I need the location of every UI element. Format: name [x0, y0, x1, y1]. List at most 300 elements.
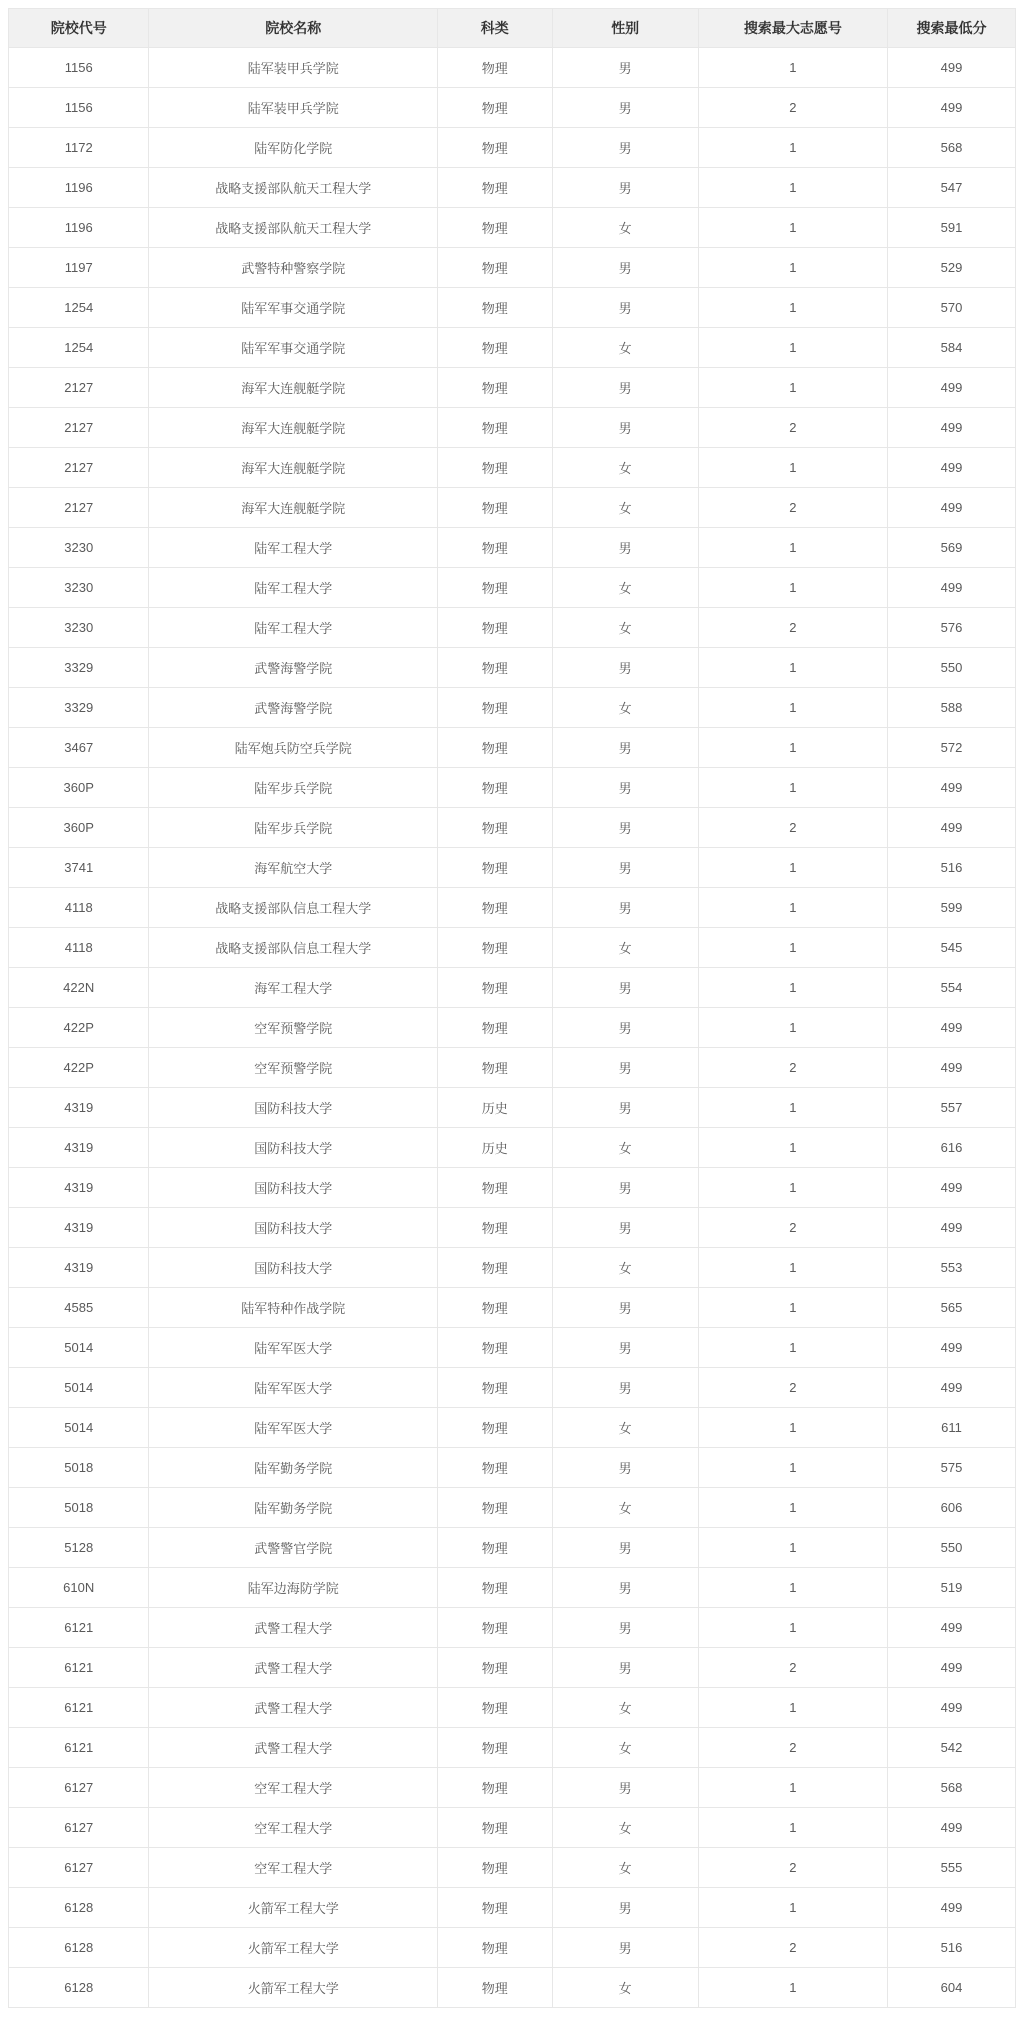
table-row — [9, 1568, 1016, 1608]
cell-subject: 物理 — [438, 448, 553, 488]
cell-gender: 男 — [552, 1328, 698, 1368]
cell-code: 6128 — [9, 1888, 149, 1928]
cell-code: 6121 — [9, 1688, 149, 1728]
cell-max_choice_no: 1 — [698, 1808, 887, 1848]
cell-name: 陆军特种作战学院 — [149, 1288, 438, 1328]
table-row — [9, 1048, 1016, 1088]
cell-code: 1172 — [9, 128, 149, 168]
cell-min_score: 499 — [887, 1888, 1015, 1928]
admission-scores-table — [8, 8, 1016, 2008]
table-row — [9, 448, 1016, 488]
cell-max_choice_no: 2 — [698, 408, 887, 448]
cell-code: 6128 — [9, 1928, 149, 1968]
cell-min_score: 499 — [887, 1168, 1015, 1208]
table-row — [9, 88, 1016, 128]
cell-name: 武警工程大学 — [149, 1648, 438, 1688]
cell-code: 422P — [9, 1008, 149, 1048]
cell-subject: 物理 — [438, 408, 553, 448]
cell-subject: 物理 — [438, 1248, 553, 1288]
cell-subject: 物理 — [438, 1328, 553, 1368]
cell-code: 6121 — [9, 1728, 149, 1768]
cell-min_score: 499 — [887, 1208, 1015, 1248]
cell-gender: 男 — [552, 1368, 698, 1408]
table-row — [9, 1488, 1016, 1528]
cell-min_score: 565 — [887, 1288, 1015, 1328]
table-row — [9, 1168, 1016, 1208]
cell-subject: 物理 — [438, 1448, 553, 1488]
cell-code: 2127 — [9, 488, 149, 528]
table-row — [9, 1728, 1016, 1768]
cell-gender: 女 — [552, 208, 698, 248]
cell-code: 4319 — [9, 1208, 149, 1248]
table-row — [9, 808, 1016, 848]
cell-max_choice_no: 1 — [698, 1568, 887, 1608]
cell-name: 国防科技大学 — [149, 1248, 438, 1288]
cell-gender: 男 — [552, 1208, 698, 1248]
table-row — [9, 48, 1016, 88]
cell-gender: 男 — [552, 1568, 698, 1608]
table-row — [9, 1688, 1016, 1728]
cell-gender: 女 — [552, 1248, 698, 1288]
cell-code: 1196 — [9, 168, 149, 208]
cell-gender: 男 — [552, 1528, 698, 1568]
cell-name: 火箭军工程大学 — [149, 1928, 438, 1968]
table-row — [9, 568, 1016, 608]
cell-code: 6127 — [9, 1848, 149, 1888]
cell-max_choice_no: 1 — [698, 1488, 887, 1528]
table-header — [9, 9, 1016, 48]
cell-subject: 物理 — [438, 888, 553, 928]
cell-subject: 物理 — [438, 1008, 553, 1048]
cell-name: 陆军军医大学 — [149, 1328, 438, 1368]
cell-gender: 男 — [552, 1928, 698, 1968]
cell-gender: 男 — [552, 1768, 698, 1808]
cell-subject: 物理 — [438, 208, 553, 248]
cell-subject: 物理 — [438, 1568, 553, 1608]
cell-subject: 物理 — [438, 368, 553, 408]
cell-code: 4319 — [9, 1248, 149, 1288]
cell-subject: 物理 — [438, 1848, 553, 1888]
cell-min_score: 499 — [887, 1008, 1015, 1048]
cell-subject: 物理 — [438, 1768, 553, 1808]
cell-code: 5018 — [9, 1488, 149, 1528]
cell-gender: 女 — [552, 1808, 698, 1848]
cell-name: 武警工程大学 — [149, 1608, 438, 1648]
cell-subject: 历史 — [438, 1088, 553, 1128]
cell-min_score: 591 — [887, 208, 1015, 248]
cell-subject: 物理 — [438, 1488, 553, 1528]
cell-min_score: 575 — [887, 1448, 1015, 1488]
cell-code: 4319 — [9, 1128, 149, 1168]
cell-name: 战略支援部队信息工程大学 — [149, 928, 438, 968]
cell-max_choice_no: 1 — [698, 1888, 887, 1928]
cell-min_score: 576 — [887, 608, 1015, 648]
cell-code: 6127 — [9, 1768, 149, 1808]
cell-min_score: 606 — [887, 1488, 1015, 1528]
cell-code: 4319 — [9, 1168, 149, 1208]
cell-name: 陆军防化学院 — [149, 128, 438, 168]
column-header-gender: 性别 — [552, 9, 698, 48]
cell-code: 1156 — [9, 88, 149, 128]
table-row — [9, 1408, 1016, 1448]
cell-max_choice_no: 1 — [698, 528, 887, 568]
cell-name: 海军大连舰艇学院 — [149, 488, 438, 528]
cell-max_choice_no: 1 — [698, 1328, 887, 1368]
cell-max_choice_no: 2 — [698, 1928, 887, 1968]
cell-gender: 女 — [552, 928, 698, 968]
cell-name: 武警工程大学 — [149, 1688, 438, 1728]
table-row — [9, 728, 1016, 768]
cell-name: 武警工程大学 — [149, 1728, 438, 1768]
cell-min_score: 499 — [887, 1368, 1015, 1408]
cell-gender: 男 — [552, 408, 698, 448]
cell-name: 火箭军工程大学 — [149, 1968, 438, 2008]
cell-gender: 男 — [552, 1888, 698, 1928]
table-row — [9, 1848, 1016, 1888]
table-row — [9, 488, 1016, 528]
cell-name: 战略支援部队航天工程大学 — [149, 168, 438, 208]
cell-max_choice_no: 2 — [698, 88, 887, 128]
table-row — [9, 168, 1016, 208]
cell-code: 6121 — [9, 1648, 149, 1688]
cell-name: 海军工程大学 — [149, 968, 438, 1008]
table-row — [9, 768, 1016, 808]
cell-min_score: 570 — [887, 288, 1015, 328]
cell-gender: 女 — [552, 688, 698, 728]
table-row — [9, 1088, 1016, 1128]
cell-name: 陆军勤务学院 — [149, 1488, 438, 1528]
table-row — [9, 1128, 1016, 1168]
cell-max_choice_no: 1 — [698, 1168, 887, 1208]
cell-name: 陆军军事交通学院 — [149, 288, 438, 328]
cell-name: 陆军军医大学 — [149, 1368, 438, 1408]
cell-subject: 物理 — [438, 1208, 553, 1248]
cell-subject: 物理 — [438, 608, 553, 648]
cell-subject: 物理 — [438, 1888, 553, 1928]
cell-gender: 男 — [552, 728, 698, 768]
cell-name: 陆军勤务学院 — [149, 1448, 438, 1488]
cell-name: 海军大连舰艇学院 — [149, 368, 438, 408]
cell-max_choice_no: 2 — [698, 1648, 887, 1688]
cell-name: 火箭军工程大学 — [149, 1888, 438, 1928]
cell-max_choice_no: 1 — [698, 48, 887, 88]
cell-name: 国防科技大学 — [149, 1208, 438, 1248]
cell-gender: 男 — [552, 1288, 698, 1328]
cell-max_choice_no: 1 — [698, 248, 887, 288]
column-header-max_choice_no: 搜索最大志愿号 — [698, 9, 887, 48]
cell-name: 陆军工程大学 — [149, 568, 438, 608]
table-row — [9, 1448, 1016, 1488]
cell-gender: 女 — [552, 448, 698, 488]
cell-name: 国防科技大学 — [149, 1128, 438, 1168]
cell-subject: 物理 — [438, 568, 553, 608]
cell-code: 5014 — [9, 1408, 149, 1448]
cell-max_choice_no: 1 — [698, 1608, 887, 1648]
cell-name: 战略支援部队航天工程大学 — [149, 208, 438, 248]
cell-min_score: 557 — [887, 1088, 1015, 1128]
cell-min_score: 499 — [887, 448, 1015, 488]
cell-min_score: 516 — [887, 848, 1015, 888]
cell-subject: 物理 — [438, 1928, 553, 1968]
cell-min_score: 516 — [887, 1928, 1015, 1968]
cell-min_score: 499 — [887, 488, 1015, 528]
cell-min_score: 499 — [887, 88, 1015, 128]
table-row — [9, 968, 1016, 1008]
cell-name: 战略支援部队信息工程大学 — [149, 888, 438, 928]
cell-subject: 物理 — [438, 1808, 553, 1848]
cell-gender: 男 — [552, 88, 698, 128]
table-row — [9, 888, 1016, 928]
cell-gender: 男 — [552, 1648, 698, 1688]
cell-min_score: 547 — [887, 168, 1015, 208]
cell-name: 陆军装甲兵学院 — [149, 88, 438, 128]
cell-name: 陆军军医大学 — [149, 1408, 438, 1448]
cell-code: 4118 — [9, 888, 149, 928]
cell-gender: 男 — [552, 648, 698, 688]
cell-min_score: 499 — [887, 1608, 1015, 1648]
cell-gender: 女 — [552, 1968, 698, 2008]
cell-gender: 男 — [552, 1168, 698, 1208]
cell-code: 422N — [9, 968, 149, 1008]
cell-max_choice_no: 1 — [698, 1968, 887, 2008]
cell-name: 陆军工程大学 — [149, 608, 438, 648]
cell-code: 5014 — [9, 1368, 149, 1408]
cell-gender: 男 — [552, 1048, 698, 1088]
cell-code: 610N — [9, 1568, 149, 1608]
cell-gender: 男 — [552, 808, 698, 848]
cell-min_score: 499 — [887, 568, 1015, 608]
cell-min_score: 542 — [887, 1728, 1015, 1768]
cell-gender: 女 — [552, 1688, 698, 1728]
cell-name: 武警特种警察学院 — [149, 248, 438, 288]
cell-min_score: 499 — [887, 408, 1015, 448]
cell-name: 武警警官学院 — [149, 1528, 438, 1568]
cell-gender: 女 — [552, 488, 698, 528]
cell-name: 空军预警学院 — [149, 1008, 438, 1048]
cell-min_score: 568 — [887, 128, 1015, 168]
cell-code: 4118 — [9, 928, 149, 968]
cell-min_score: 599 — [887, 888, 1015, 928]
cell-max_choice_no: 2 — [698, 1848, 887, 1888]
cell-min_score: 550 — [887, 648, 1015, 688]
cell-min_score: 604 — [887, 1968, 1015, 2008]
cell-max_choice_no: 1 — [698, 288, 887, 328]
cell-subject: 物理 — [438, 1648, 553, 1688]
cell-code: 1254 — [9, 328, 149, 368]
cell-subject: 物理 — [438, 288, 553, 328]
cell-gender: 男 — [552, 128, 698, 168]
cell-name: 海军大连舰艇学院 — [149, 408, 438, 448]
cell-min_score: 499 — [887, 768, 1015, 808]
cell-max_choice_no: 1 — [698, 888, 887, 928]
cell-code: 3230 — [9, 568, 149, 608]
cell-subject: 物理 — [438, 168, 553, 208]
cell-gender: 女 — [552, 1408, 698, 1448]
cell-code: 360P — [9, 768, 149, 808]
cell-subject: 物理 — [438, 1168, 553, 1208]
cell-code: 5128 — [9, 1528, 149, 1568]
cell-max_choice_no: 2 — [698, 608, 887, 648]
table-row — [9, 1928, 1016, 1968]
cell-subject: 物理 — [438, 648, 553, 688]
table-row — [9, 1528, 1016, 1568]
cell-max_choice_no: 1 — [698, 1448, 887, 1488]
cell-subject: 物理 — [438, 1968, 553, 2008]
cell-subject: 物理 — [438, 528, 553, 568]
table-row — [9, 368, 1016, 408]
table-row — [9, 688, 1016, 728]
cell-subject: 物理 — [438, 688, 553, 728]
cell-min_score: 611 — [887, 1408, 1015, 1448]
cell-subject: 历史 — [438, 1128, 553, 1168]
cell-subject: 物理 — [438, 728, 553, 768]
table-row — [9, 1008, 1016, 1048]
cell-max_choice_no: 1 — [698, 928, 887, 968]
cell-min_score: 499 — [887, 48, 1015, 88]
cell-min_score: 499 — [887, 1048, 1015, 1088]
cell-max_choice_no: 2 — [698, 1048, 887, 1088]
cell-code: 5014 — [9, 1328, 149, 1368]
cell-min_score: 499 — [887, 368, 1015, 408]
cell-subject: 物理 — [438, 1688, 553, 1728]
cell-code: 3230 — [9, 528, 149, 568]
cell-min_score: 569 — [887, 528, 1015, 568]
cell-min_score: 584 — [887, 328, 1015, 368]
cell-code: 1197 — [9, 248, 149, 288]
cell-gender: 男 — [552, 968, 698, 1008]
cell-min_score: 616 — [887, 1128, 1015, 1168]
cell-gender: 男 — [552, 248, 698, 288]
cell-gender: 男 — [552, 1088, 698, 1128]
cell-max_choice_no: 1 — [698, 968, 887, 1008]
cell-max_choice_no: 1 — [698, 368, 887, 408]
cell-code: 3329 — [9, 648, 149, 688]
cell-subject: 物理 — [438, 1288, 553, 1328]
cell-code: 6127 — [9, 1808, 149, 1848]
cell-code: 1156 — [9, 48, 149, 88]
cell-name: 陆军工程大学 — [149, 528, 438, 568]
cell-min_score: 499 — [887, 808, 1015, 848]
table-row — [9, 408, 1016, 448]
cell-code: 2127 — [9, 448, 149, 488]
cell-max_choice_no: 2 — [698, 1368, 887, 1408]
cell-gender: 男 — [552, 168, 698, 208]
cell-min_score: 572 — [887, 728, 1015, 768]
cell-max_choice_no: 1 — [698, 168, 887, 208]
cell-max_choice_no: 1 — [698, 1128, 887, 1168]
column-header-subject: 科类 — [438, 9, 553, 48]
cell-subject: 物理 — [438, 488, 553, 528]
cell-min_score: 499 — [887, 1328, 1015, 1368]
cell-gender: 男 — [552, 768, 698, 808]
cell-name: 武警海警学院 — [149, 688, 438, 728]
cell-subject: 物理 — [438, 88, 553, 128]
cell-max_choice_no: 1 — [698, 688, 887, 728]
cell-max_choice_no: 1 — [698, 1008, 887, 1048]
cell-max_choice_no: 1 — [698, 208, 887, 248]
table-row — [9, 1328, 1016, 1368]
table-row — [9, 1288, 1016, 1328]
cell-name: 空军工程大学 — [149, 1768, 438, 1808]
cell-name: 空军工程大学 — [149, 1848, 438, 1888]
cell-max_choice_no: 1 — [698, 448, 887, 488]
table-row — [9, 248, 1016, 288]
cell-code: 3329 — [9, 688, 149, 728]
cell-max_choice_no: 1 — [698, 1528, 887, 1568]
cell-max_choice_no: 1 — [698, 1768, 887, 1808]
cell-subject: 物理 — [438, 1368, 553, 1408]
cell-max_choice_no: 1 — [698, 1288, 887, 1328]
cell-code: 5018 — [9, 1448, 149, 1488]
cell-gender: 女 — [552, 1848, 698, 1888]
cell-min_score: 499 — [887, 1808, 1015, 1848]
cell-code: 2127 — [9, 408, 149, 448]
cell-min_score: 554 — [887, 968, 1015, 1008]
cell-code: 3741 — [9, 848, 149, 888]
table-row — [9, 1208, 1016, 1248]
cell-name: 陆军装甲兵学院 — [149, 48, 438, 88]
cell-subject: 物理 — [438, 968, 553, 1008]
cell-max_choice_no: 1 — [698, 1248, 887, 1288]
cell-name: 海军大连舰艇学院 — [149, 448, 438, 488]
cell-min_score: 529 — [887, 248, 1015, 288]
table-row — [9, 1248, 1016, 1288]
cell-gender: 男 — [552, 848, 698, 888]
cell-name: 陆军炮兵防空兵学院 — [149, 728, 438, 768]
cell-max_choice_no: 1 — [698, 1088, 887, 1128]
cell-gender: 男 — [552, 1008, 698, 1048]
cell-subject: 物理 — [438, 1408, 553, 1448]
cell-min_score: 555 — [887, 1848, 1015, 1888]
cell-name: 陆军步兵学院 — [149, 768, 438, 808]
table-row — [9, 208, 1016, 248]
cell-gender: 男 — [552, 888, 698, 928]
cell-name: 陆军步兵学院 — [149, 808, 438, 848]
cell-subject: 物理 — [438, 1048, 553, 1088]
table-row — [9, 1808, 1016, 1848]
cell-subject: 物理 — [438, 1528, 553, 1568]
cell-name: 海军航空大学 — [149, 848, 438, 888]
cell-gender: 女 — [552, 568, 698, 608]
cell-subject: 物理 — [438, 848, 553, 888]
cell-max_choice_no: 2 — [698, 1728, 887, 1768]
cell-min_score: 568 — [887, 1768, 1015, 1808]
cell-gender: 女 — [552, 1728, 698, 1768]
cell-code: 6128 — [9, 1968, 149, 2008]
cell-max_choice_no: 1 — [698, 648, 887, 688]
cell-name: 武警海警学院 — [149, 648, 438, 688]
table-row — [9, 288, 1016, 328]
cell-subject: 物理 — [438, 1608, 553, 1648]
column-header-code: 院校代号 — [9, 9, 149, 48]
table-row — [9, 528, 1016, 568]
cell-max_choice_no: 1 — [698, 128, 887, 168]
cell-code: 3467 — [9, 728, 149, 768]
cell-max_choice_no: 1 — [698, 1688, 887, 1728]
cell-name: 国防科技大学 — [149, 1088, 438, 1128]
table-row — [9, 608, 1016, 648]
table-header-row — [9, 9, 1016, 48]
table-row — [9, 128, 1016, 168]
table-row — [9, 1648, 1016, 1688]
cell-code: 3230 — [9, 608, 149, 648]
cell-name: 空军工程大学 — [149, 1808, 438, 1848]
cell-max_choice_no: 2 — [698, 808, 887, 848]
table-row — [9, 1968, 1016, 2008]
cell-code: 1254 — [9, 288, 149, 328]
cell-subject: 物理 — [438, 248, 553, 288]
cell-gender: 女 — [552, 1128, 698, 1168]
